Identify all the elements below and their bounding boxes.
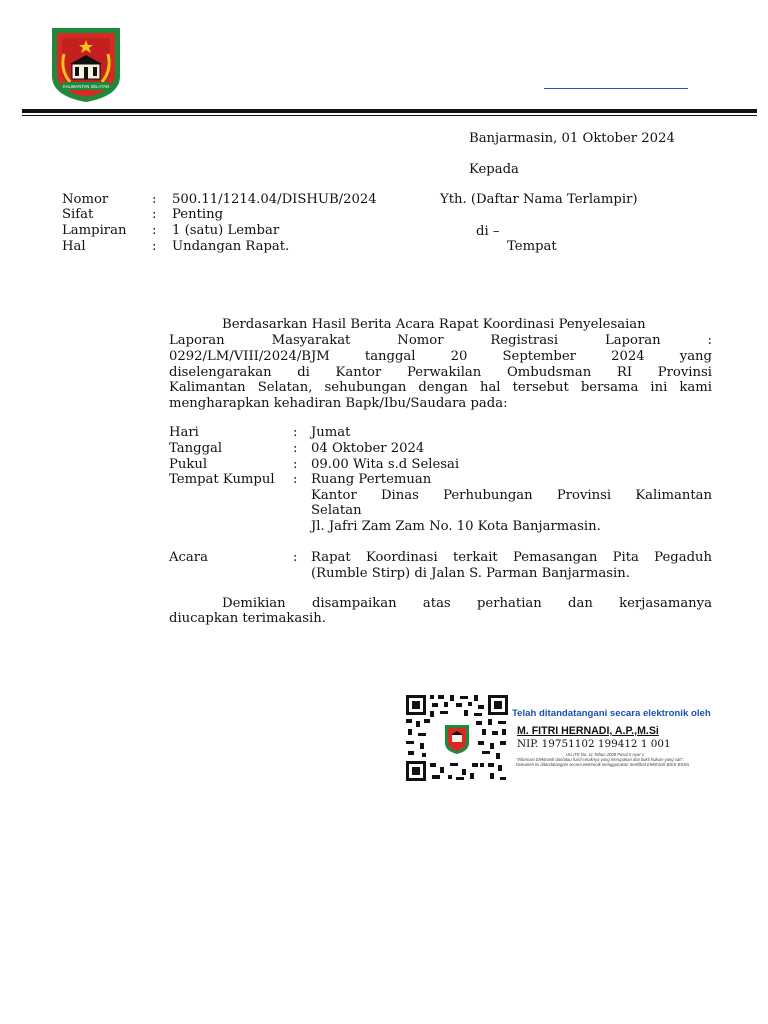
meta-label: Sifat [62, 207, 94, 222]
venue-line: Kantor Dinas Perhubungan Provinsi Kalimantan [311, 488, 712, 503]
venue-address: Jl. Jafri Zam Zam No. 10 Kota Banjarmasin. [311, 519, 601, 534]
acara-label: Acara [169, 550, 208, 565]
kepada-label: Kepada [469, 162, 519, 177]
e-signature-notice: Telah ditandatangani secara elektronik oleh [512, 708, 711, 719]
legal-note: "Informasi Elektronik dan/atau hasil cetaknya yang merupakan alat bukti hukum yang sah". [516, 757, 685, 762]
schedule-separator: : [293, 472, 298, 487]
meta-label: Hal [62, 239, 86, 254]
acara-value: Rapat Koordinasi terkait Pemasangan Pita Pegaduh [311, 550, 712, 565]
law-reference: UU ITE No. 11 Tahun 2008 Pasal 5 Ayat 1 [566, 752, 645, 757]
closing-line: diucapkan terimakasih. [169, 611, 326, 626]
tempat-label: Tempat [507, 239, 557, 254]
logo-caption: KALIMANTAN SELATAN [62, 84, 110, 89]
schedule-label: Tanggal [169, 441, 223, 456]
qr-code [404, 693, 510, 783]
schedule-value-hari: Jumat [311, 425, 351, 440]
meta-value-sifat: Penting [172, 207, 224, 222]
schedule-separator: : [293, 457, 298, 472]
letterhead-link-underline [544, 88, 688, 89]
letterhead-divider [22, 109, 757, 113]
schedule-value-pukul: 09.00 Wita s.d Selesai [311, 457, 460, 472]
schedule-label: Hari [169, 425, 199, 440]
schedule-value-tanggal: 04 Oktober 2024 [311, 441, 425, 456]
addressee: Yth. (Daftar Nama Terlampir) [440, 192, 638, 207]
schedule-value-tempat: Ruang Pertemuan [311, 472, 432, 487]
closing-line: Demikian disampaikan atas perhatian dan kerjasamanya [222, 596, 712, 611]
paragraph-line: Berdasarkan Hasil Berita Acara Rapat Koordinasi Penyelesaian [222, 317, 646, 332]
meta-label: Lampiran [62, 223, 127, 238]
meta-separator: : [152, 223, 157, 238]
venue-line: Selatan [311, 503, 362, 518]
paragraph-line: 0292/LM/VIII/2024/BJM tanggal 20 September 2024 yang [169, 349, 712, 364]
meta-separator: : [152, 239, 157, 254]
meta-separator: : [152, 192, 157, 207]
province-emblem-logo [48, 24, 124, 104]
letterhead-divider-thin [22, 115, 757, 116]
meta-value-nomor: 500.11/1214.04/DISHUB/2024 [172, 192, 377, 207]
schedule-label: Pukul [169, 457, 208, 472]
paragraph-continuation: Kalimantan Selatan, sehubungan dengan hal tersebut bersama ini kami mengharapkan kehadiran Bapk/Ibu/Saudara pada: [169, 380, 712, 411]
meta-separator: : [152, 207, 157, 222]
schedule-label: Tempat Kumpul [169, 472, 275, 487]
acara-value-cont: (Rumble Stirp) di Jalan S. Parman Banjarmasin. [311, 566, 630, 581]
di-label: di – [476, 224, 500, 239]
paragraph-line: Laporan Masyarakat Nomor Registrasi Laporan : [169, 333, 712, 348]
signatory-nip: NIP. 19751102 199412 1 001 [517, 738, 671, 750]
acara-separator: : [293, 550, 298, 565]
schedule-separator: : [293, 441, 298, 456]
place-date: Banjarmasin, 01 Oktober 2024 [469, 131, 675, 146]
schedule-separator: : [293, 425, 298, 440]
meta-value-lampiran: 1 (satu) Lembar [172, 223, 280, 238]
signatory-name: M. FITRI HERNADI, A.P.,M.Si [517, 725, 659, 737]
paragraph-line: diselengarakan di Kantor Perwakilan Ombudsman RI Provinsi [169, 365, 712, 380]
meta-value-hal: Undangan Rapat. [172, 239, 290, 254]
meta-label: Nomor [62, 192, 109, 207]
certificate-note: Dokumen ini ditandatangani secara elektronik menggunakan Sertifikat Elektronik BSrE-BSSN [516, 762, 690, 767]
